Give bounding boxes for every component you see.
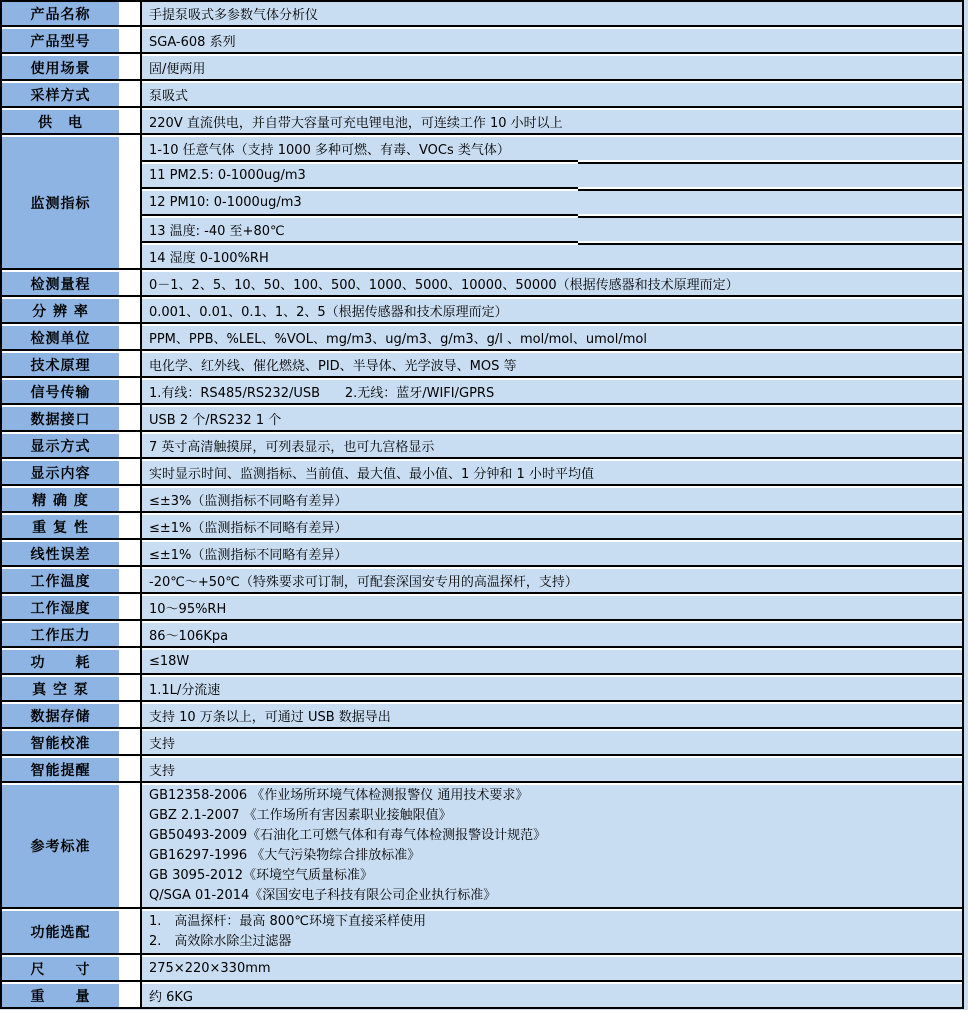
column-gutter	[119, 488, 142, 511]
separator-right-segment	[578, 243, 962, 245]
spec-label-product-model: 产品型号	[2, 29, 119, 52]
spec-row-display-content	[2, 461, 962, 486]
spec-label-linearity-error: 线性误差	[2, 542, 119, 565]
spec-value-detection-range: 0－1、2、5、10、50、100、500、1000、5000、10000、50000（根据传感器和技术原理而定）	[142, 272, 962, 295]
spec-row-product-model	[2, 29, 962, 54]
column-gutter	[119, 596, 142, 619]
spec-value-linearity-error: ≤±1%（监测指标不同略有差异）	[142, 542, 962, 565]
spec-line-reference-standards: GB50493-2009《石油化工可燃气体和有毒气体检测报警设计规范》	[149, 828, 547, 843]
spec-value-power-supply: 220V 直流供电，并自带大容量可充电锂电池，可连续工作 10 小时以上	[142, 110, 962, 133]
column-gutter	[119, 2, 142, 25]
spec-label-accuracy: 精 确 度	[2, 488, 119, 511]
spec-label-power-supply: 供 电	[2, 110, 119, 133]
spec-row-resolution	[2, 299, 962, 324]
spec-value-usage-scene: 固/便两用	[142, 56, 962, 79]
spec-line-optional-features: 2. 高效除水除尘过滤器	[149, 934, 292, 949]
spec-row-accuracy	[2, 488, 962, 513]
column-gutter	[119, 29, 142, 52]
spec-value-power-consumption: ≤18W	[142, 650, 962, 673]
separator-right-segment	[578, 189, 962, 191]
spec-value-data-interface: USB 2 个/RS232 1 个	[142, 407, 962, 430]
spec-value-smart-calibration: 支持	[142, 731, 962, 754]
separator-left-segment	[142, 214, 578, 216]
column-gutter	[119, 326, 142, 349]
spec-row-tech-principle	[2, 353, 962, 378]
spec-row-detection-unit	[2, 326, 962, 351]
spec-value-monitor-indicators	[142, 137, 962, 268]
spec-label-display-mode: 显示方式	[2, 434, 119, 457]
spec-label-detection-range: 检测量程	[2, 272, 119, 295]
spec-value-detection-unit: PPM、PPB、%LEL、%VOL、mg/m3、ug/m3、g/m3、g/l 、mol/mol、umol/mol	[142, 326, 962, 349]
spec-label-working-humidity: 工作湿度	[2, 596, 119, 619]
spec-subvalue-monitor-indicators: 14 湿度 0-100%RH	[142, 245, 962, 268]
column-gutter	[119, 407, 142, 430]
separator-right-segment	[578, 216, 962, 218]
spec-label-optional-features: 功能选配	[2, 911, 119, 953]
spec-value-display-content: 实时显示时间、监测指标、当前值、最大值、最小值、1 分钟和 1 小时平均值	[142, 461, 962, 484]
spec-line-reference-standards: GB12358-2006 《作业场所环境气体检测报警仪 通用技术要求》	[149, 788, 529, 803]
spec-value-data-storage: 支持 10 万条以上，可通过 USB 数据导出	[142, 704, 962, 727]
spec-row-reference-standards	[2, 785, 962, 909]
spec-line-reference-standards: GBZ 2.1-2007 《工作场所有害因素职业接触限值》	[149, 808, 452, 823]
spec-value-dimensions: 275×220×330mm	[142, 957, 962, 980]
spec-row-vacuum-pump	[2, 677, 962, 702]
spec-row-linearity-error	[2, 542, 962, 567]
sub-row-separator	[142, 160, 962, 164]
spec-value-accuracy: ≤±3%（监测指标不同略有差异）	[142, 488, 962, 511]
column-gutter	[119, 911, 142, 953]
column-divider	[140, 2, 142, 1007]
column-gutter	[119, 353, 142, 376]
separator-left-segment	[142, 241, 578, 243]
spec-row-data-interface	[2, 407, 962, 432]
spec-value-weight: 约 6KG	[142, 984, 962, 1007]
column-gutter	[119, 515, 142, 538]
column-gutter	[119, 623, 142, 646]
spec-subvalue-monitor-indicators: 12 PM10: 0-1000ug/m3	[142, 191, 962, 214]
spec-value-product-model: SGA-608 系列	[142, 29, 962, 52]
spec-label-display-content: 显示内容	[2, 461, 119, 484]
spec-value-repeatability: ≤±1%（监测指标不同略有差异）	[142, 515, 962, 538]
spec-label-weight: 重 量	[2, 984, 119, 1007]
spec-row-detection-range	[2, 272, 962, 297]
separator-left-segment	[142, 160, 578, 162]
column-gutter	[119, 137, 142, 268]
spec-row-product-name	[2, 2, 962, 27]
spec-row-signal-transmission	[2, 380, 962, 405]
spec-value-working-temperature: -20℃～+50℃（特殊要求可订制，可配套深国安专用的高温探杆，支持）	[142, 569, 962, 592]
column-gutter	[119, 56, 142, 79]
spec-row-power-consumption	[2, 650, 962, 675]
spec-row-working-temperature	[2, 569, 962, 594]
spec-label-tech-principle: 技术原理	[2, 353, 119, 376]
spec-label-data-storage: 数据存储	[2, 704, 119, 727]
sub-row-separator	[142, 214, 962, 218]
column-gutter	[119, 542, 142, 565]
spec-label-power-consumption: 功 耗	[2, 650, 119, 673]
spec-row-smart-calibration	[2, 731, 962, 756]
spec-label-repeatability: 重 复 性	[2, 515, 119, 538]
column-gutter	[119, 380, 142, 403]
column-gutter	[119, 110, 142, 133]
spec-row-weight	[2, 984, 962, 1007]
spec-row-working-humidity	[2, 596, 962, 621]
spec-subvalue-monitor-indicators: 13 温度: -40 至+80℃	[142, 218, 962, 241]
sub-row-separator	[142, 241, 962, 245]
spec-value-sampling-method: 泵吸式	[142, 83, 962, 106]
spec-value-working-humidity: 10～95%RH	[142, 596, 962, 619]
spec-line-reference-standards: Q/SGA 01-2014《深国安电子科技有限公司企业执行标准》	[149, 888, 497, 903]
spec-row-sampling-method	[2, 83, 962, 108]
spec-row-optional-features	[2, 911, 962, 955]
spec-label-detection-unit: 检测单位	[2, 326, 119, 349]
column-gutter	[119, 461, 142, 484]
column-gutter	[119, 704, 142, 727]
spec-row-smart-reminder	[2, 758, 962, 783]
column-gutter	[119, 785, 142, 907]
spec-label-smart-reminder: 智能提醒	[2, 758, 119, 781]
separator-right-segment	[578, 162, 962, 164]
spec-subvalue-monitor-indicators: 11 PM2.5: 0-1000ug/m3	[142, 164, 962, 187]
spec-label-reference-standards: 参考标准	[2, 785, 119, 907]
column-gutter	[119, 434, 142, 457]
spec-row-display-mode	[2, 434, 962, 459]
spec-label-sampling-method: 采样方式	[2, 83, 119, 106]
spec-label-working-temperature: 工作温度	[2, 569, 119, 592]
column-gutter	[119, 83, 142, 106]
spec-row-dimensions	[2, 957, 962, 982]
spec-value-display-mode: 7 英寸高清触摸屏，可列表显示，也可九宫格显示	[142, 434, 962, 457]
spec-label-resolution: 分 辨 率	[2, 299, 119, 322]
spec-row-power-supply	[2, 110, 962, 135]
column-gutter	[119, 731, 142, 754]
spec-row-repeatability	[2, 515, 962, 540]
spec-value-smart-reminder: 支持	[142, 758, 962, 781]
spec-value-product-name: 手提泵吸式多参数气体分析仪	[142, 2, 962, 25]
column-gutter	[119, 569, 142, 592]
spec-subvalue-monitor-indicators: 1-10 任意气体（支持 1000 多种可燃、有毒、VOCs 类气体）	[142, 137, 962, 160]
spec-value-optional-features	[142, 911, 962, 953]
spec-row-monitor-indicators	[2, 137, 962, 270]
spec-row-data-storage	[2, 704, 962, 729]
spec-row-working-pressure	[2, 623, 962, 648]
column-gutter	[119, 984, 142, 1007]
spec-label-smart-calibration: 智能校准	[2, 731, 119, 754]
spec-row-usage-scene	[2, 56, 962, 81]
spec-label-product-name: 产品名称	[2, 2, 119, 25]
column-gutter	[119, 650, 142, 673]
column-gutter	[119, 758, 142, 781]
spec-label-working-pressure: 工作压力	[2, 623, 119, 646]
column-gutter	[119, 957, 142, 980]
spec-value-vacuum-pump: 1.1L/分流速	[142, 677, 962, 700]
sub-row-separator	[142, 187, 962, 191]
spec-value-working-pressure: 86～106Kpa	[142, 623, 962, 646]
spec-label-signal-transmission: 信号传输	[2, 380, 119, 403]
separator-left-segment	[142, 187, 578, 189]
column-gutter	[119, 677, 142, 700]
column-gutter	[119, 299, 142, 322]
spec-value-signal-transmission: 1.有线：RS485/RS232/USB 2.无线：蓝牙/WIFI/GPRS	[142, 380, 962, 403]
spec-value-resolution: 0.001、0.01、0.1、1、2、5（根据传感器和技术原理而定）	[142, 299, 962, 322]
spec-label-usage-scene: 使用场景	[2, 56, 119, 79]
spec-line-optional-features: 1. 高温探杆：最高 800℃环境下直接采样使用	[149, 914, 426, 929]
spec-line-reference-standards: GB16297-1996 《大气污染物综合排放标准》	[149, 848, 421, 863]
spec-value-tech-principle: 电化学、红外线、催化燃烧、PID、半导体、光学波导、MOS 等	[142, 353, 962, 376]
spec-value-reference-standards	[142, 785, 962, 907]
spec-label-dimensions: 尺 寸	[2, 957, 119, 980]
spec-label-data-interface: 数据接口	[2, 407, 119, 430]
spec-label-vacuum-pump: 真 空 泵	[2, 677, 119, 700]
spec-line-reference-standards: GB 3095-2012《环境空气质量标准》	[149, 868, 373, 883]
spec-label-monitor-indicators: 监测指标	[2, 137, 119, 268]
column-gutter	[119, 272, 142, 295]
